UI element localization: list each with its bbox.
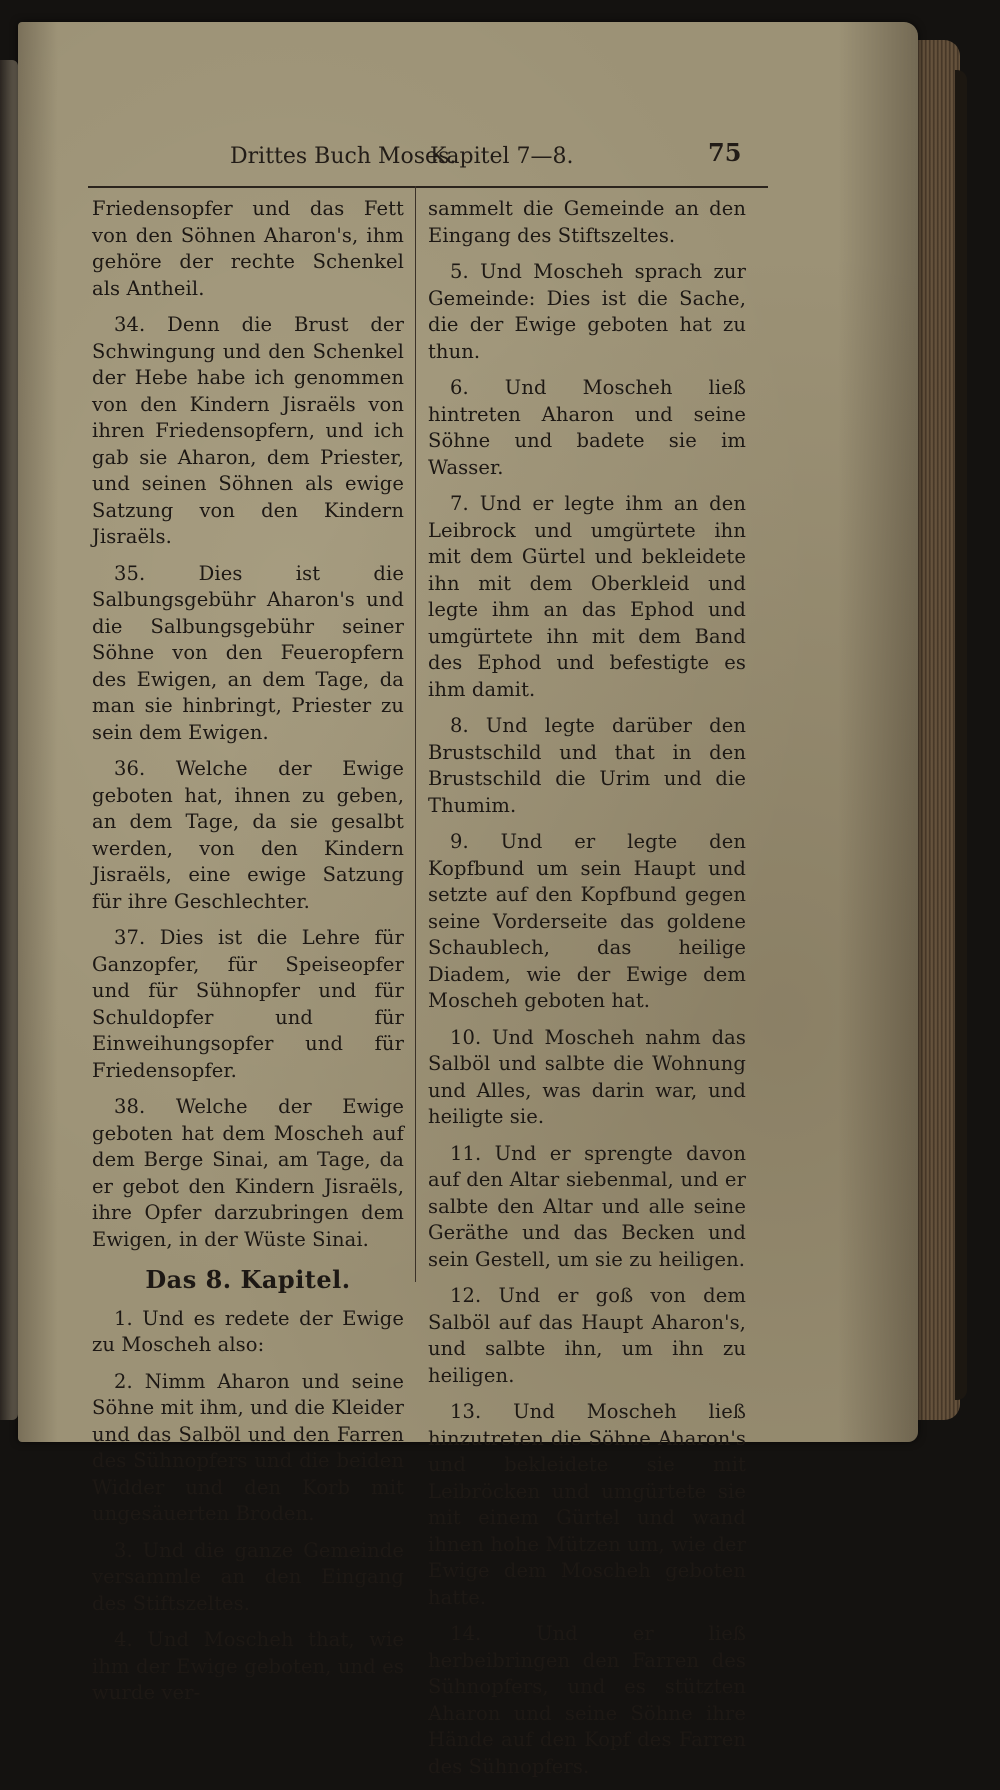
chapter-8-verse-1: 1. Und es redete der Ewige zu Moscheh also:: [92, 1306, 404, 1356]
page-number: 75: [708, 138, 742, 167]
header-rule: [88, 186, 768, 188]
running-header: [230, 138, 750, 176]
verse-37: 37. Dies ist die Lehre für Ganzopfer, für Speiseopfer und für Sühnopfer und für Schuldopfer und für Einweihungsopfer und für Friedensopfer.: [92, 926, 404, 1082]
chapter-8-verse-4: 4. Und Moscheh that, wie ihm der Ewige geboten, und es wurde ver-: [92, 1628, 404, 1704]
chapter-reference: Kapitel 7—8.: [430, 144, 574, 169]
verse-34: 34. Denn die Brust der Schwingung und den Schenkel der Hebe habe ich genommen von den Kindern Jisraëls von ihren Friedensopfern, und ich gab sie Aharon, dem Priester, und seinen Söhnen als ewige Satzung von den Kindern Jisraëls.: [92, 313, 404, 548]
chapter-8-verse-14: 14. Und er ließ herbeibringen den Farren des Sühnopfers, und es stützten Aharon und seine Söhne ihre Hände auf den Kopf des Farren des Sühnopfers.: [428, 1622, 746, 1778]
chapter-8-verse-2: 2. Nimm Aharon und seine Söhne mit ihm, und die Kleider und das Salböl und den Farren des Sühnopfers und die beiden Widder und den Korb mit ungesäuerten Broden.: [92, 1369, 404, 1525]
chapter-8-verse-8: 8. Und legte darüber den Brustschild und that in den Brustschild die Urim und die Thumim.: [428, 714, 746, 817]
verse-38: 38. Welche der Ewige geboten hat dem Moscheh auf dem Berge Sinai, am Tage, da er gebot den Kindern Jisraëls, ihre Opfer darzubringen dem Ewigen, in der Wüste Sinai.: [92, 1095, 404, 1251]
chapter-8-verse-10: 10. Und Moscheh nahm das Salböl und salbte die Wohnung und Alles, was darin war, und heiligte sie.: [428, 1025, 746, 1128]
verse-35: 35. Dies ist die Salbungsgebühr Aharon's und die Salbungsgebühr seiner Söhne von den Feueropfern des Ewigen, an dem Tage, da man sie hinbringt, Priester zu sein dem Ewigen.: [92, 561, 404, 744]
page-edge-stack: [918, 40, 960, 1420]
verse-36: 36. Welche der Ewige geboten hat, ihnen zu geben, an dem Tage, da sie gesalbt werden, von den Kindern Jisraëls, eine ewige Satzung für ihre Geschlechter.: [92, 757, 404, 913]
right-column: [428, 196, 746, 1790]
chapter-8-verse-5: 5. Und Moscheh sprach zur Gemeinde: Dies ist die Sache, die der Ewige geboten hat zu thun.: [428, 260, 746, 363]
previous-page-edge: [0, 60, 18, 1420]
running-title: Drittes Buch Moses.: [230, 144, 457, 169]
chapter-heading: Das 8. Kapitel.: [145, 1265, 351, 1294]
chapter-8-verse-13: 13. Und Moscheh ließ hinzutreten die Söhne Aharon's und bekleidete sie mit Leibröcken und umgürtete sie mit einem Gürtel und wand ihnen hohe Mützen um, wie der Ewige dem Moscheh geboten hatte.: [428, 1400, 746, 1609]
left-column: [92, 196, 404, 1717]
chapter-8-verse-3: 3. Und die ganze Gemeinde versammle an den Eingang des Stiftszeltes.: [92, 1538, 404, 1615]
chapter-8-verse-11: 11. Und er sprengte davon auf den Altar siebenmal, und er salbte den Altar und alle seine Geräthe und das Becken und sein Gestell, um sie zu heiligen.: [428, 1141, 746, 1271]
chapter-8-verse-7: 7. Und er legte ihm an den Leibrock und umgürtete ihn mit dem Gürtel und bekleidete ihn mit dem Oberkleid und legte ihm an das Ephod und umgürtete ihn mit dem Band des Ephod und befestigte es ihm damit.: [428, 492, 746, 701]
chapter-8-verse-12: 12. Und er goß von dem Salböl auf das Haupt Aharon's, und salbte ihn, um ihn zu heiligen.: [428, 1284, 746, 1387]
right-continuation-paragraph: sammelt die Gemeinde an den Eingang des Stiftszeltes.: [428, 197, 746, 247]
book-cover-edge: [955, 70, 967, 1400]
column-divider: [415, 186, 416, 1282]
chapter-8-verse-9: 9. Und er legte den Kopfbund um sein Haupt und setzte auf den Kopfbund gegen seine Vorderseite das goldene Schaublech, das heilige Diadem, wie der Ewige dem Moscheh geboten hat.: [428, 830, 746, 1012]
chapter-8-verse-6: 6. Und Moscheh ließ hintreten Aharon und seine Söhne und badete sie im Wasser.: [428, 376, 746, 479]
left-continuation-paragraph: Friedensopfer und das Fett von den Söhnen Aharon's, ihm gehöre der rechte Schenkel als Antheil.: [92, 197, 404, 300]
